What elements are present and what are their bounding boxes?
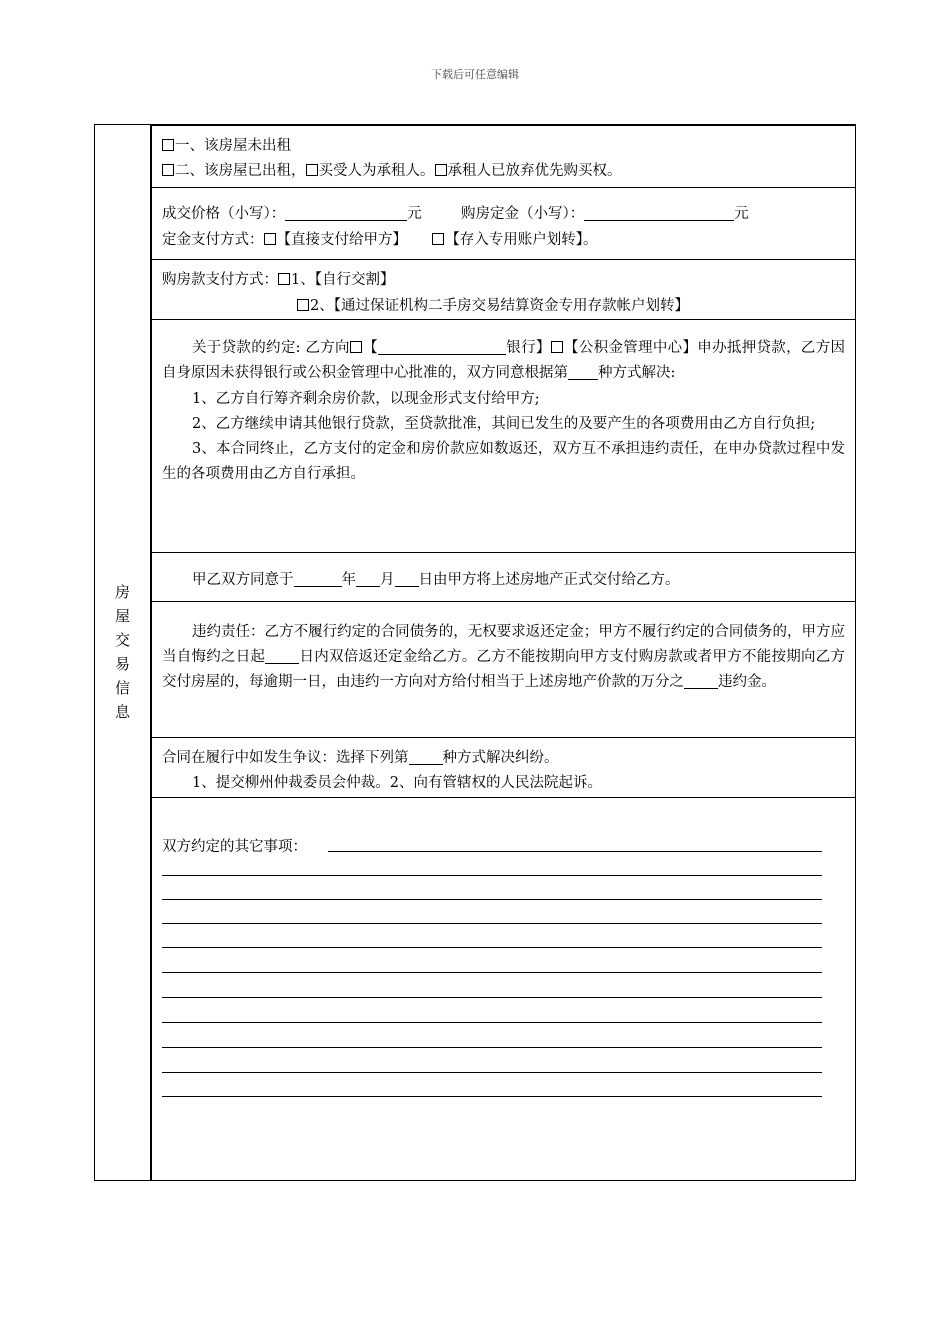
other-matters-line[interactable] (162, 972, 822, 973)
other-matters-line[interactable] (162, 923, 822, 924)
other-matters-line[interactable] (162, 1047, 822, 1048)
checkbox[interactable] (162, 139, 174, 151)
bank-name-field[interactable] (378, 338, 506, 355)
header-note: 下载后可任意编辑 (431, 68, 519, 81)
checkbox[interactable] (435, 164, 447, 176)
payment-method-section: 购房款支付方式： 1、【自行交割】 2、【通过保证机构二手房交易结算资金专用存款帐户划转】 (152, 260, 855, 320)
other-matters-line[interactable] (162, 1096, 822, 1097)
other-matters-section (152, 798, 855, 1183)
loan-section (152, 320, 855, 553)
other-matters-line[interactable] (162, 899, 822, 900)
loan-item-2: 2、乙方继续申请其他银行贷款，至贷款批准，其间已发生的及要产生的各项费用由乙方自行负担; (192, 416, 816, 432)
deal-price-field[interactable] (285, 204, 407, 221)
deposit-field[interactable] (584, 204, 734, 221)
side-label-cell (95, 125, 152, 1180)
other-matters-line[interactable] (162, 875, 822, 876)
checkbox[interactable] (551, 341, 563, 353)
transaction-info-table (94, 124, 856, 1181)
other-matters-line[interactable] (328, 835, 822, 852)
checkbox[interactable] (350, 341, 362, 353)
other-matters-line[interactable] (162, 1072, 822, 1073)
rent-status-section: 一、该房屋未出租 二、该房屋已出租， 买受人为承租人。 承租人已放弃优先购买权。 (152, 126, 855, 188)
dispute-options: 1、提交柳州仲裁委员会仲裁。2、向有管辖权的人民法院起诉。 (192, 775, 602, 791)
dispute-section: 合同在履行中如发生争议：选择下列第 种方式解决纠纷。 1、提交柳州仲裁委员会仲裁。2、向有管辖权的人民法院起诉。 (152, 738, 855, 798)
checkbox[interactable] (306, 164, 318, 176)
checkbox[interactable] (432, 233, 444, 245)
delivery-day-field[interactable] (395, 570, 419, 587)
other-matters-label: 双方约定的其它事项： (162, 839, 307, 855)
payment-label: 购房款支付方式： (162, 272, 278, 288)
rent-option-1: 一、该房屋未出租 (175, 138, 291, 154)
checkbox[interactable] (297, 299, 309, 311)
checkbox[interactable] (278, 273, 290, 285)
delivery-month-field[interactable] (356, 570, 380, 587)
delivery-section: 甲乙双方同意于 年 月 日由甲方将上述房地产正式交付给乙方。 (152, 553, 855, 602)
deal-price-label: 成交价格（小写）： (162, 206, 286, 222)
loan-paragraph: 关于贷款的约定: 乙方向 【 银行】 【公积金管理中心】申办抵押贷款，乙方因自身原因未获得银行或公积金管理中心批准的，双方同意根据第 种方式解决: (162, 340, 846, 381)
main-column (152, 125, 855, 1180)
delivery-year-field[interactable] (294, 570, 342, 587)
loan-option-field[interactable] (568, 363, 598, 380)
dispute-option-field[interactable] (409, 748, 443, 765)
other-matters-line[interactable] (162, 997, 822, 998)
deposit-label: 购房定金（小写）： (460, 206, 585, 222)
side-label: 房 屋 交 易 信 息 (114, 583, 130, 721)
deposit-pay-label: 定金支付方式： (162, 232, 264, 248)
penalty-rate-field[interactable] (684, 672, 718, 689)
breach-section (152, 602, 855, 738)
breach-paragraph: 违约责任：乙方不履行约定的合同债务的，无权要求返还定金；甲方不履行约定的合同债务的，甲方应当自悔约之日起 日内双倍返还定金给乙方。乙方不能按期向甲方支付购房款或者甲方不能按期向乙方交付房屋的，每逾期一日，由违约一方向对方给付相当于上述房地产价款的万分之 违约金。 (162, 624, 845, 690)
checkbox[interactable] (264, 233, 276, 245)
checkbox[interactable] (162, 164, 174, 176)
other-matters-line[interactable] (162, 947, 822, 948)
price-section: 成交价格（小写）： 元 购房定金（小写）： 元 定金支付方式： 【直接支付给甲方】 【存入专用账户划转】。 (152, 188, 855, 260)
loan-item-3: 3、本合同终止，乙方支付的定金和房价款应如数返还，双方互不承担违约责任，在申办贷款过程中发生的各项费用由乙方自行承担。 (162, 441, 845, 482)
loan-item-1: 1、乙方自行筹齐剩余房价款，以现金形式支付给甲方; (192, 391, 540, 407)
refund-days-field[interactable] (265, 647, 299, 664)
other-matters-line[interactable] (162, 1022, 822, 1023)
